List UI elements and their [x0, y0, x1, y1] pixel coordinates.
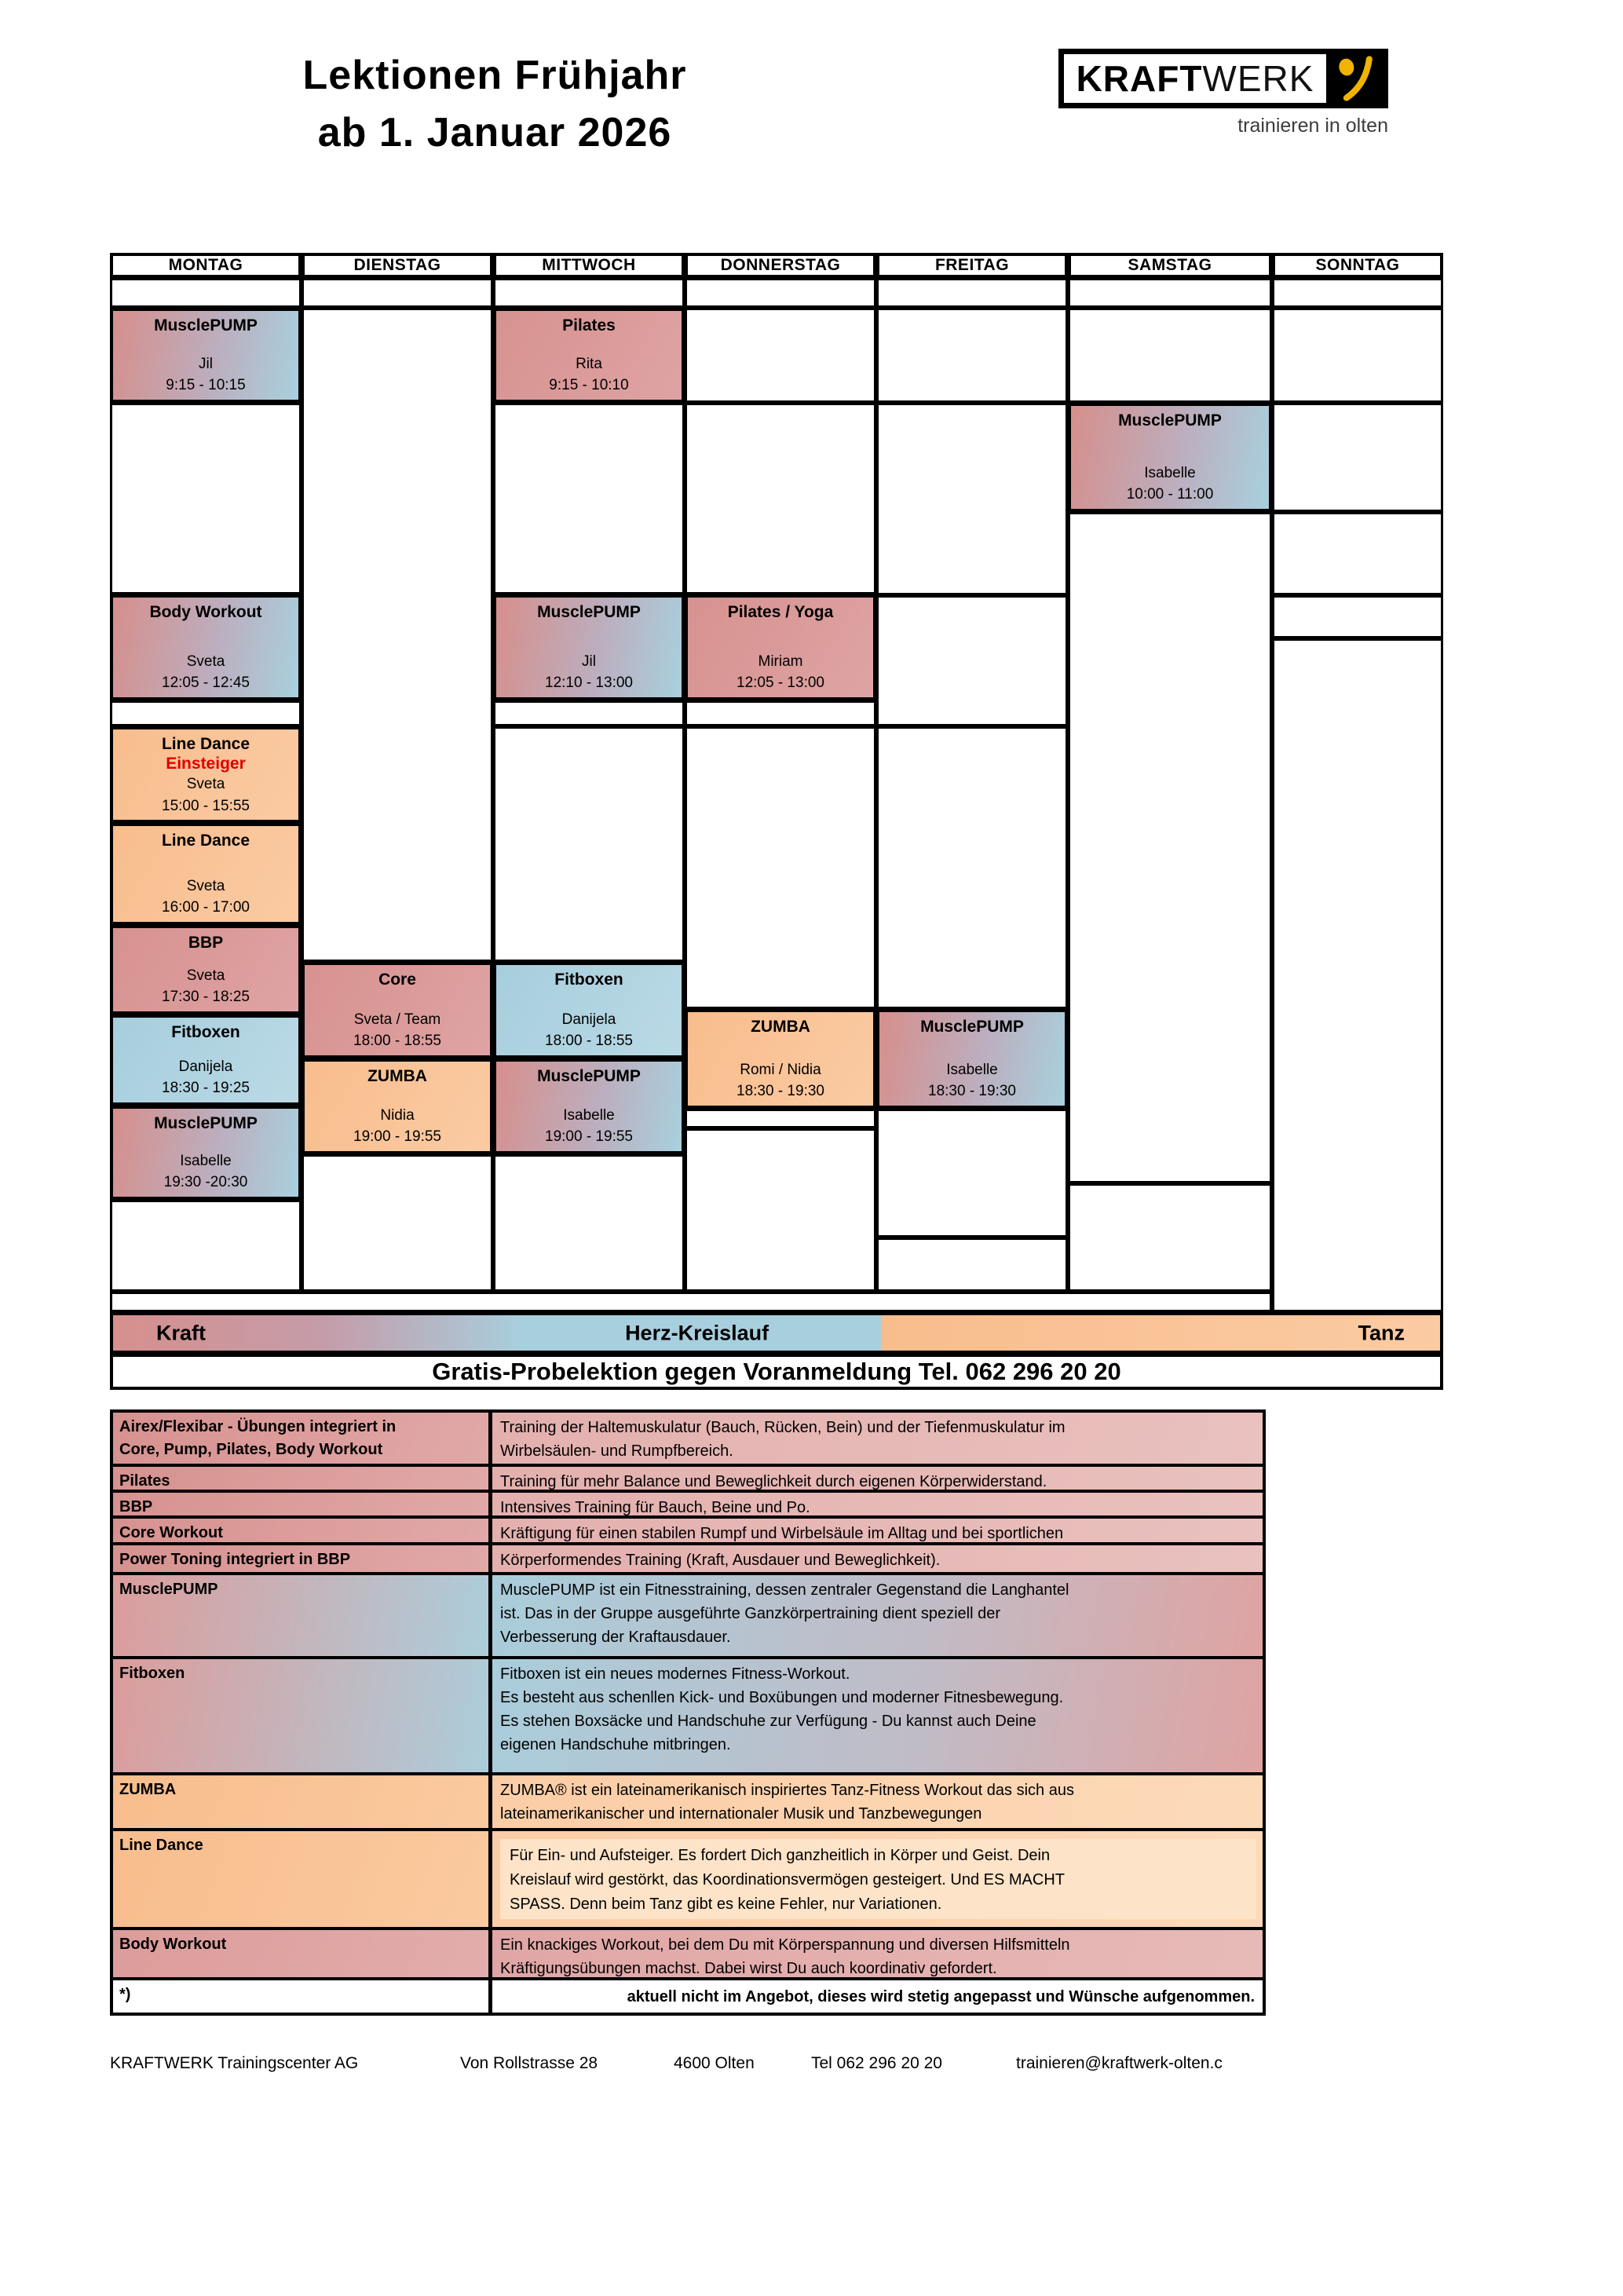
class-detail: 18:30 - 19:30	[928, 1083, 1016, 1100]
class-title: Pilates / Yoga	[727, 603, 834, 621]
class-detail: 17:30 - 18:25	[162, 989, 250, 1006]
footer-email: trainieren@kraftwerk-olten.c	[1016, 2054, 1223, 2072]
class-title: ZUMBA	[367, 1067, 427, 1085]
empty-cell	[110, 1292, 1272, 1312]
class-detail: 19:00 - 19:55	[353, 1128, 441, 1146]
empty-cell	[685, 403, 876, 594]
legend-herz-kreislauf-label: Herz-Kreislauf	[625, 1321, 769, 1344]
empty-cell	[685, 700, 876, 726]
class-cell	[302, 1058, 493, 1154]
class-title: BBP	[188, 934, 224, 952]
class-detail: Sveta	[186, 877, 225, 894]
class-detail: 12:05 - 13:00	[737, 675, 824, 692]
day-header: DIENSTAG	[302, 253, 493, 278]
description-text: Körperformendes Training (Kraft, Ausdauer und Beweglichkeit).	[489, 1542, 1266, 1575]
empty-cell	[1272, 278, 1443, 308]
class-title: Body Workout	[149, 603, 262, 621]
kraftwerk-logo	[1058, 49, 1388, 108]
class-detail: 18:30 - 19:25	[162, 1080, 250, 1097]
empty-cell	[110, 700, 302, 726]
class-cell	[685, 1009, 876, 1109]
class-title: MusclePUMP	[537, 1067, 641, 1085]
class-detail: Danijela	[561, 1011, 616, 1028]
logo-wordmark-light: WERK	[1202, 58, 1314, 99]
empty-cell	[302, 1154, 493, 1292]
empty-cell	[1068, 1183, 1272, 1292]
description-text: Ein knackiges Workout, bei dem Du mit Körperspannung und diversen Hilfsmitteln Kräftigungsübungen machst. Dabei wirst Du auch koordinativ gefordert.	[489, 1927, 1266, 1980]
empty-cell	[493, 278, 685, 308]
empty-cell	[685, 726, 876, 1009]
empty-cell	[110, 1200, 302, 1292]
footer-city: 4600 Olten	[674, 2054, 755, 2072]
class-cell	[493, 308, 685, 403]
class-title: Line Dance	[161, 832, 250, 850]
description-text: Intensives Training für Bauch, Beine und Po.	[489, 1490, 1266, 1519]
day-header: SAMSTAG	[1068, 253, 1272, 278]
description-label: Body Workout	[110, 1927, 492, 1980]
class-detail: Jil	[199, 355, 213, 372]
empty-cell	[1272, 638, 1443, 1312]
empty-cell	[876, 1238, 1068, 1292]
class-detail: 18:30 - 19:30	[737, 1083, 824, 1100]
day-header: SONNTAG	[1272, 253, 1443, 278]
class-detail: Isabelle	[946, 1061, 998, 1078]
logo-wordmark	[1064, 54, 1326, 103]
class-detail: 15:00 - 15:55	[162, 797, 250, 814]
class-cell	[302, 962, 493, 1058]
empty-cell	[493, 1154, 685, 1292]
class-detail: 9:15 - 10:10	[549, 377, 629, 394]
class-cell	[685, 594, 876, 700]
empty-cell	[685, 1128, 876, 1292]
class-cell	[110, 594, 302, 700]
class-detail: 12:10 - 13:00	[545, 675, 633, 692]
class-detail: Nidia	[380, 1106, 415, 1124]
class-detail: 16:00 - 17:00	[162, 899, 250, 916]
empty-cell	[876, 308, 1068, 403]
empty-cell	[1068, 278, 1272, 308]
class-cell	[110, 1106, 302, 1200]
description-label: *)	[110, 1977, 492, 2016]
footer-phone: Tel 062 296 20 20	[811, 2054, 942, 2072]
description-label: MusclePUMP	[110, 1572, 492, 1659]
empty-cell	[685, 278, 876, 308]
class-detail: 10:00 - 11:00	[1126, 486, 1214, 503]
description-label: Line Dance	[110, 1828, 492, 1930]
class-title: Pilates	[562, 316, 616, 335]
page-title	[110, 47, 879, 162]
description-text: ZUMBA® ist ein lateinamerikanisch inspiriertes Tanz-Fitness Workout das sich aus lateinamerikanischer und internationaler Musik und Tanzbewegungen	[489, 1772, 1266, 1831]
empty-cell	[685, 1109, 876, 1128]
empty-cell	[1272, 595, 1443, 638]
class-detail: 12:05 - 12:45	[162, 675, 250, 692]
class-cell	[493, 962, 685, 1058]
class-title: ZUMBA	[751, 1018, 810, 1036]
class-subtitle: Einsteiger	[166, 755, 246, 773]
description-text: aktuell nicht im Angebot, dieses wird stetig angepasst und Wünsche aufgenommen.	[489, 1977, 1266, 2016]
empty-cell	[1068, 512, 1272, 1183]
empty-cell	[876, 403, 1068, 595]
class-detail: Isabelle	[563, 1106, 615, 1124]
logo-wordmark-bold: KRAFT	[1076, 58, 1203, 99]
class-title: MusclePUMP	[537, 603, 641, 621]
empty-cell	[1068, 308, 1272, 403]
empty-cell	[1272, 308, 1443, 403]
class-cell	[493, 594, 685, 700]
empty-cell	[876, 726, 1068, 1009]
empty-cell	[876, 1109, 1068, 1238]
class-detail: Sveta / Team	[353, 1011, 441, 1028]
class-detail: Isabelle	[1144, 464, 1196, 481]
empty-cell	[876, 595, 1068, 726]
empty-cell	[493, 403, 685, 594]
empty-cell	[685, 308, 876, 403]
class-title: Core	[378, 971, 416, 989]
class-detail: Jil	[582, 653, 596, 670]
class-detail: 19:00 - 19:55	[545, 1128, 633, 1146]
class-title: MusclePUMP	[154, 316, 258, 335]
footer-street: Von Rollstrasse 28	[460, 2054, 598, 2072]
description-label: Pilates	[110, 1464, 492, 1493]
empty-cell	[110, 278, 302, 308]
class-title: Line Dance	[161, 735, 250, 753]
person-swoosh-icon	[1326, 54, 1383, 103]
description-label: ZUMBA	[110, 1772, 492, 1831]
description-label: BBP	[110, 1490, 492, 1519]
description-text: Training der Haltemuskulatur (Bauch, Rücken, Bein) und der Tiefenmuskulatur im Wirbelsäulen- und Rumpfbereich.	[489, 1409, 1266, 1467]
empty-cell	[876, 278, 1068, 308]
class-title: Fitboxen	[171, 1023, 240, 1041]
class-cell	[110, 925, 302, 1015]
class-title: MusclePUMP	[154, 1114, 258, 1132]
description-label: Core Workout	[110, 1515, 492, 1545]
empty-cell	[493, 726, 685, 962]
class-title: MusclePUMP	[920, 1018, 1024, 1036]
empty-cell	[493, 700, 685, 726]
day-header: DONNERSTAG	[685, 253, 876, 278]
description-text: MusclePUMP ist ein Fitnesstraining, dessen zentraler Gegenstand die Langhantel ist. Das in der Gruppe ausgeführte Ganzkörpertraining dient speziell der Verbesserung der Kraftausdauer.	[489, 1572, 1266, 1659]
class-detail: Sveta	[186, 653, 225, 670]
description-text: Für Ein- und Aufsteiger. Es fordert Dich ganzheitlich in Körper und Geist. Dein Kreislauf wird gestörkt, das Koordinationsvermögen gesteigert. Und ES MACHT SPASS. Denn beim Tanz gibt es keine Fehler, nur Variationen.	[489, 1828, 1266, 1930]
description-label: Fitboxen	[110, 1656, 492, 1775]
class-detail: Sveta	[186, 776, 225, 793]
day-header: MONTAG	[110, 253, 302, 278]
description-text: Training für mehr Balance und Beweglichkeit durch eigenen Körperwiderstand.	[489, 1464, 1266, 1493]
legend-kraft-label: Kraft	[156, 1321, 207, 1344]
class-cell	[876, 1009, 1068, 1109]
logo-tagline: trainieren in olten	[1237, 115, 1388, 137]
class-detail: 19:30 -20:30	[163, 1174, 248, 1191]
description-label: Airex/Flexibar - Übungen integriert in Core, Pump, Pilates, Body Workout	[110, 1409, 492, 1467]
empty-cell	[110, 403, 302, 594]
class-cell	[110, 726, 302, 823]
empty-cell	[1272, 403, 1443, 512]
class-detail: 9:15 - 10:15	[166, 377, 246, 394]
class-detail: 18:00 - 18:55	[545, 1033, 633, 1050]
class-cell	[493, 1058, 685, 1154]
class-detail: Isabelle	[180, 1152, 232, 1169]
class-detail: Romi / Nidia	[740, 1061, 821, 1078]
description-text: Kräftigung für einen stabilen Rumpf und Wirbelsäule im Alltag und bei sportlichen	[489, 1515, 1266, 1545]
class-detail: 18:00 - 18:55	[353, 1033, 441, 1050]
trial-lesson-banner: Gratis-Probelektion gegen Voranmeldung Tel. 062 296 20 20	[110, 1354, 1443, 1390]
class-detail: Rita	[576, 355, 602, 372]
class-cell	[110, 1015, 302, 1106]
class-cell	[110, 308, 302, 403]
footer-company: KRAFTWERK Trainingscenter AG	[110, 2054, 359, 2072]
page-title-line1: Lektionen Frühjahr	[302, 53, 687, 98]
category-legend	[110, 1312, 1443, 1354]
class-title: MusclePUMP	[1118, 411, 1222, 430]
legend-tanz-label: Tanz	[1358, 1321, 1405, 1344]
description-text: Fitboxen ist ein neues modernes Fitness-Workout. Es besteht aus schenllen Kick- und Boxübungen und moderner Fitnesbewegung. Es stehen Boxsäcke und Handschuhe zur Verfügung - Du kannst auch Deine eigenen Handschuhe mitbringen.	[489, 1656, 1266, 1775]
empty-cell	[1272, 512, 1443, 595]
empty-cell	[302, 308, 493, 962]
description-label: Power Toning integriert in BBP	[110, 1542, 492, 1575]
class-cell	[1068, 403, 1272, 512]
class-detail: Sveta	[186, 967, 225, 984]
class-detail: Danijela	[178, 1058, 233, 1075]
class-cell	[110, 823, 302, 925]
day-header: FREITAG	[876, 253, 1068, 278]
class-detail: Miriam	[758, 653, 803, 670]
empty-cell	[302, 278, 493, 308]
class-title: Fitboxen	[554, 971, 623, 989]
page-title-line2: ab 1. Januar 2026	[317, 109, 672, 155]
day-header: MITTWOCH	[493, 253, 685, 278]
